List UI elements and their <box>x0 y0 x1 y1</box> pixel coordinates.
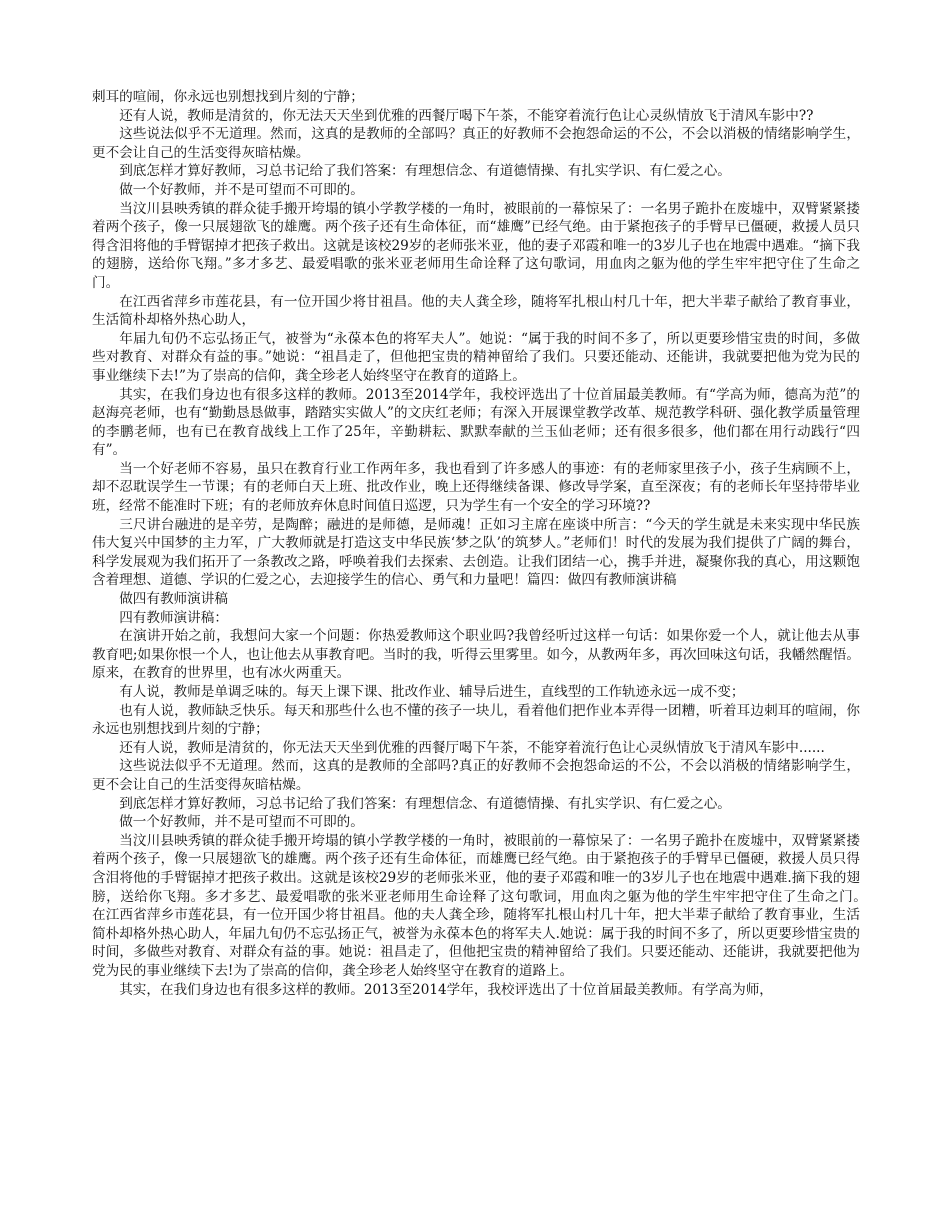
paragraph-18: 这些说法似乎不无道理。然而，这真的是教师的全部吗?真正的好教师不会抱怨命运的不公，不会以消极的情绪影响学生，更不会让自己的生活变得灰暗枯燥。 <box>92 758 860 793</box>
paragraph-7: 在江西省萍乡市莲花县，有一位开国少将甘祖昌。他的夫人龚全珍，随将军扎根山村几十年，把大半辈子献给了教育事业，生活简朴却格外热心助人， <box>92 293 860 329</box>
paragraph-6: 当汶川县映秀镇的群众徒手搬开垮塌的镇小学教学楼的一角时，被眼前的一幕惊呆了：一名男子跪扑在废墟中，双臂紧紧搂着两个孩子，像一只展翅欲飞的雄鹰。两个孩子还有生命体征，而“雄鹰”已经气绝。由于紧抱孩子的手臂早已僵硬，救援人员只得含泪将他的手臂锯掉才把孩子救出。这就是该校29岁的老师张米亚，他的妻子邓霞和唯一的3岁儿子也在地震中遇难。“摘下我的翅膀，送给你飞翔。”多才多艺、最爱唱歌的张米亚老师用生命诠释了这句歌词，用血肉之躯为他的学生牢牢把守住了生命之门。 <box>92 200 860 291</box>
paragraph-9: 其实，在我们身边也有很多这样的教师。2013至2014学年，我校评选出了十位首届最美教师。有“学高为师，德高为范”的赵海亮老师，也有“勤勤恳恳做事，踏踏实实做人”的文庆红老师；有深入开展课堂教学改革、规范教学科研、强化教学质量管理的李鹏老师，也有已在教育战线上工作了25年，辛勤耕耘、默默奉献的兰玉仙老师；还有很多很多，他们都在用行动践行“四有”。 <box>92 386 860 459</box>
paragraph-17: 还有人说，教师是清贫的，你无法天天坐到优雅的西餐厅喝下午茶，不能穿着流行色让心灵纵情放飞于清风车影中...... <box>119 739 825 756</box>
paragraph-16: 也有人说，教师缺乏快乐。每天和那些什么也不懂的孩子一块儿，看着他们把作业本弄得一团糟，听着耳边刺耳的喧闹，你永远也别想找到片刻的宁静； <box>92 702 860 738</box>
paragraph-2: 还有人说，教师是清贫的，你无法天天坐到优雅的西餐厅喝下午茶，不能穿着流行色让心灵纵情放飞于清风车影中?? <box>119 107 814 124</box>
paragraph-8: 年届九旬仍不忘弘扬正气，被誉为“永葆本色的将军夫人”。她说：“属于我的时间不多了，所以更要珍惜宝贵的时间，多做些对教育、对群众有益的事。”她说：“祖昌走了，但他把宝贵的精神留给了我们。只要还能动、还能讲，我就要把他为党为民的事业继续下去!”为了崇高的信仰，龚全珍老人始终坚守在教育的道路上。 <box>92 330 860 384</box>
paragraph-10: 当一个好老师不容易，虽只在教育行业工作两年多，我也看到了许多感人的事迹：有的老师家里孩子小，孩子生病顾不上，却不忍耽误学生一节课；有的老师白天上班、批改作业，晚上还得继续备课、修改导学案，直至深夜；有的老师长年坚持带毕业班，经常不能准时下班；有的老师放弃休息时间值日巡逻，只为学生有一个安全的学习环境?? <box>92 460 860 515</box>
paragraph-3: 这些说法似乎不无道理。然而，这真的是教师的全部吗？真正的好教师不会抱怨命运的不公，不会以消极的情绪影响学生，更不会让自己的生活变得灰暗枯燥。 <box>92 126 860 161</box>
paragraph-5: 做一个好教师，并不是可望而不可即的。 <box>119 181 364 198</box>
paragraph-20: 做一个好教师，并不是可望而不可即的。 <box>119 814 364 831</box>
paragraph-21: 当汶川县映秀镇的群众徒手搬开垮塌的镇小学教学楼的一角时，被眼前的一幕惊呆了：一名男子跪扑在废墟中，双臂紧紧搂着两个孩子，像一只展翅欲飞的雄鹰。两个孩子还有生命体征，而雄鹰已经气绝。由于紧抱孩子的手臂早已僵硬，救援人员只得含泪将他的手臂锯掉才把孩子救出。这就是该校29岁的老师张米亚，他的妻子邓霞和唯一的3岁儿子也在地震中遇难.摘下我的翅膀，送给你飞翔。多才多艺、最爱唱歌的张米亚老师用生命诠释了这句歌词，用血肉之躯为他的学生牢牢把守住了生命之门。 在江西省萍乡市莲花县，有一位开国少将甘祖昌。他的夫人龚全珍，随将军扎根山村几十年，把大半辈子献给了教育事业，生活简朴却格外热心助人，年届九旬仍不忘弘扬正气，被誉为永葆本色的将军夫人.她说：属于我的时间不多了，所以更要珍惜宝贵的时间，多做些对教育、对群众有益的事。她说：祖昌走了，但他把宝贵的精神留给了我们。只要还能动、还能讲，我就要把他为党为民的事业继续下去!为了崇高的信仰，龚全珍老人始终坚守在教育的道路上。 <box>92 832 888 979</box>
speech-title: 四有教师演讲稿： <box>119 609 228 626</box>
paragraph-11: 三尺讲台融进的是辛劳，是陶醉；融进的是师德，是师魂！正如习主席在座谈中所言：“今天的学生就是未来实现中华民族伟大复兴中国梦的主力军，广大教师就是打造这支中华民族‘梦之队’的筑梦人。”老师们！时代的发展为我们提供了广阔的舞台，科学发展观为我们拓开了一条教改之路，呼唤着我们去探索、去创造。让我们团结一心，携手并进，凝聚你我的真心，用这颗饱含着理想、道德、学识的仁爱之心，去迎接学生的信心、勇气和力量吧！篇四：做四有教师演讲稿 <box>92 516 860 589</box>
paragraph-19: 到底怎样才算好教师，习总书记给了我们答案：有理想信念、有道德情操、有扎实学识、有仁爱之心。 <box>119 795 731 812</box>
paragraph-15: 有人说，教师是单调乏味的。每天上课下课、批改作业、辅导后进生，直线型的工作轨迹永远一成不变； <box>119 684 745 700</box>
paragraph-14: 在演讲开始之前，我想问大家一个问题：你热爱教师这个职业吗?我曾经听过这样一句话：如果你爱一个人，就让他去从事教育吧;如果你恨一个人，也让他去从事教育吧。当时的我，听得云里雾里。如今，从教两年多，再次回味这句话，我幡然醒悟。原来，在教育的世界里，也有冰火两重天。 <box>92 628 860 682</box>
paragraph-22: 其实，在我们身边也有很多这样的教师。2013至2014学年，我校评选出了十位首届最美教师。有学高为师， <box>119 981 773 998</box>
section-heading: 做四有教师演讲稿 <box>119 591 228 608</box>
paragraph-1: 刺耳的喧闹，你永远也别想找到片刻的宁静； <box>92 89 364 105</box>
paragraph-4: 到底怎样才算好教师，习总书记给了我们答案：有理想信念、有道德情操、有扎实学识、有仁爱之心。 <box>119 163 731 180</box>
